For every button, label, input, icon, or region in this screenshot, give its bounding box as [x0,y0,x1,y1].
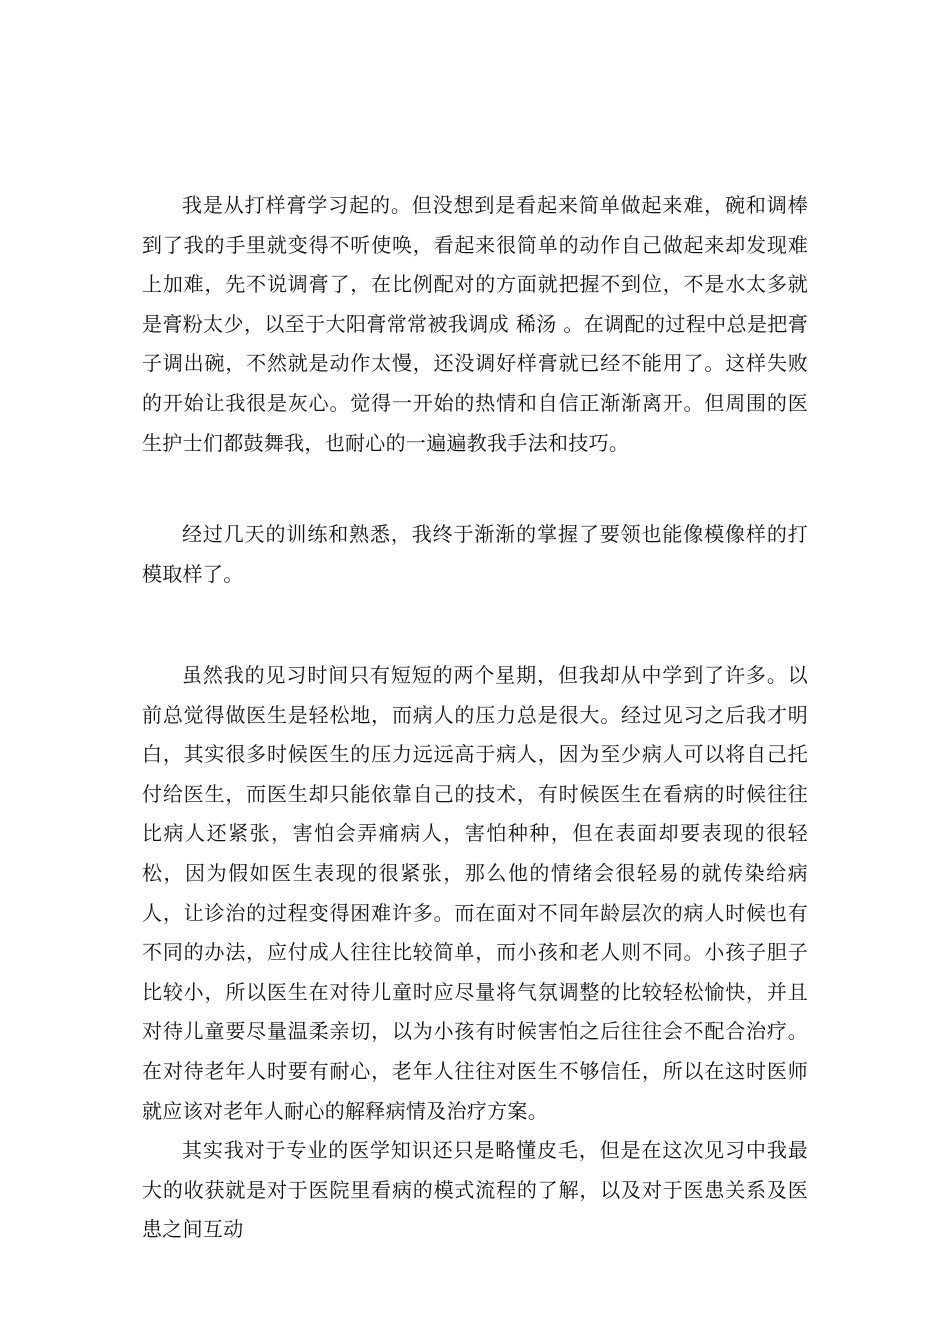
paragraph-text: 经过几天的训练和熟悉，我终于渐渐的掌握了要领也能像模像样的打模取样了。 [142,522,808,586]
paragraph-1 [142,186,808,463]
paragraph-text: 虽然我的见习时间只有短短的两个星期，但我却从中学到了许多。以前总觉得做医生是轻松地，而病人的压力总是很大。经过见习之后我才明白，其实很多时候医生的压力远远高于病人，因为至少病人可以将自己托付给医生，而医生却只能依靠自己的技术，有时候医生在看病的时候往往比病人还紧张，害怕会弄痛病人，害怕种种，但在表面却要表现的很轻松，因为假如医生表现的很紧张，那么他的情绪会很轻易的就传染给病人，让诊治的过程变得困难许多。而在面对不同年龄层次的病人时候也有不同的办法，应付成人往往比较简单，而小孩和老人则不同。小孩子胆子比较小，所以医生在对待儿童时应尽量将气氛调整的比较轻松愉快，并且对待儿童要尽量温柔亲切，以为小孩有时候害怕之后往往会不配合治疗。在对待老年人时要有耐心，老年人往往对医生不够信任，所以在这时医师就应该对老年人耐心的解释病情及治疗方案。 [142,663,808,1123]
paragraph-text: 其实我对于专业的医学知识还只是略懂皮毛，但是在这次见习中我最大的收获就是对于医院里看病的模式流程的了解，以及对于医患关系及医患之间互动 [142,1138,808,1242]
paragraph-4 [142,1131,808,1250]
paragraph-3 [142,656,808,1131]
paragraph-text: 我是从打样膏学习起的。但没想到是看起来简单做起来难，碗和调棒到了我的手里就变得不听使唤，看起来很简单的动作自己做起来却发现难上加难，先不说调膏了，在比例配对的方面就把握不到位，不是水太多就是膏粉太少，以至于大阳膏常常被我调成 稀汤 。在调配的过程中总是把膏子调出碗，不然就是动作太慢，还没调好样膏就已经不能用了。这样失败的开始让我很是灰心。觉得一开始的热情和自信正渐渐离开。但周围的医生护士们都鼓舞我，也耐心的一遍遍教我手法和技巧。 [142,193,808,455]
paragraph-2 [142,515,808,594]
